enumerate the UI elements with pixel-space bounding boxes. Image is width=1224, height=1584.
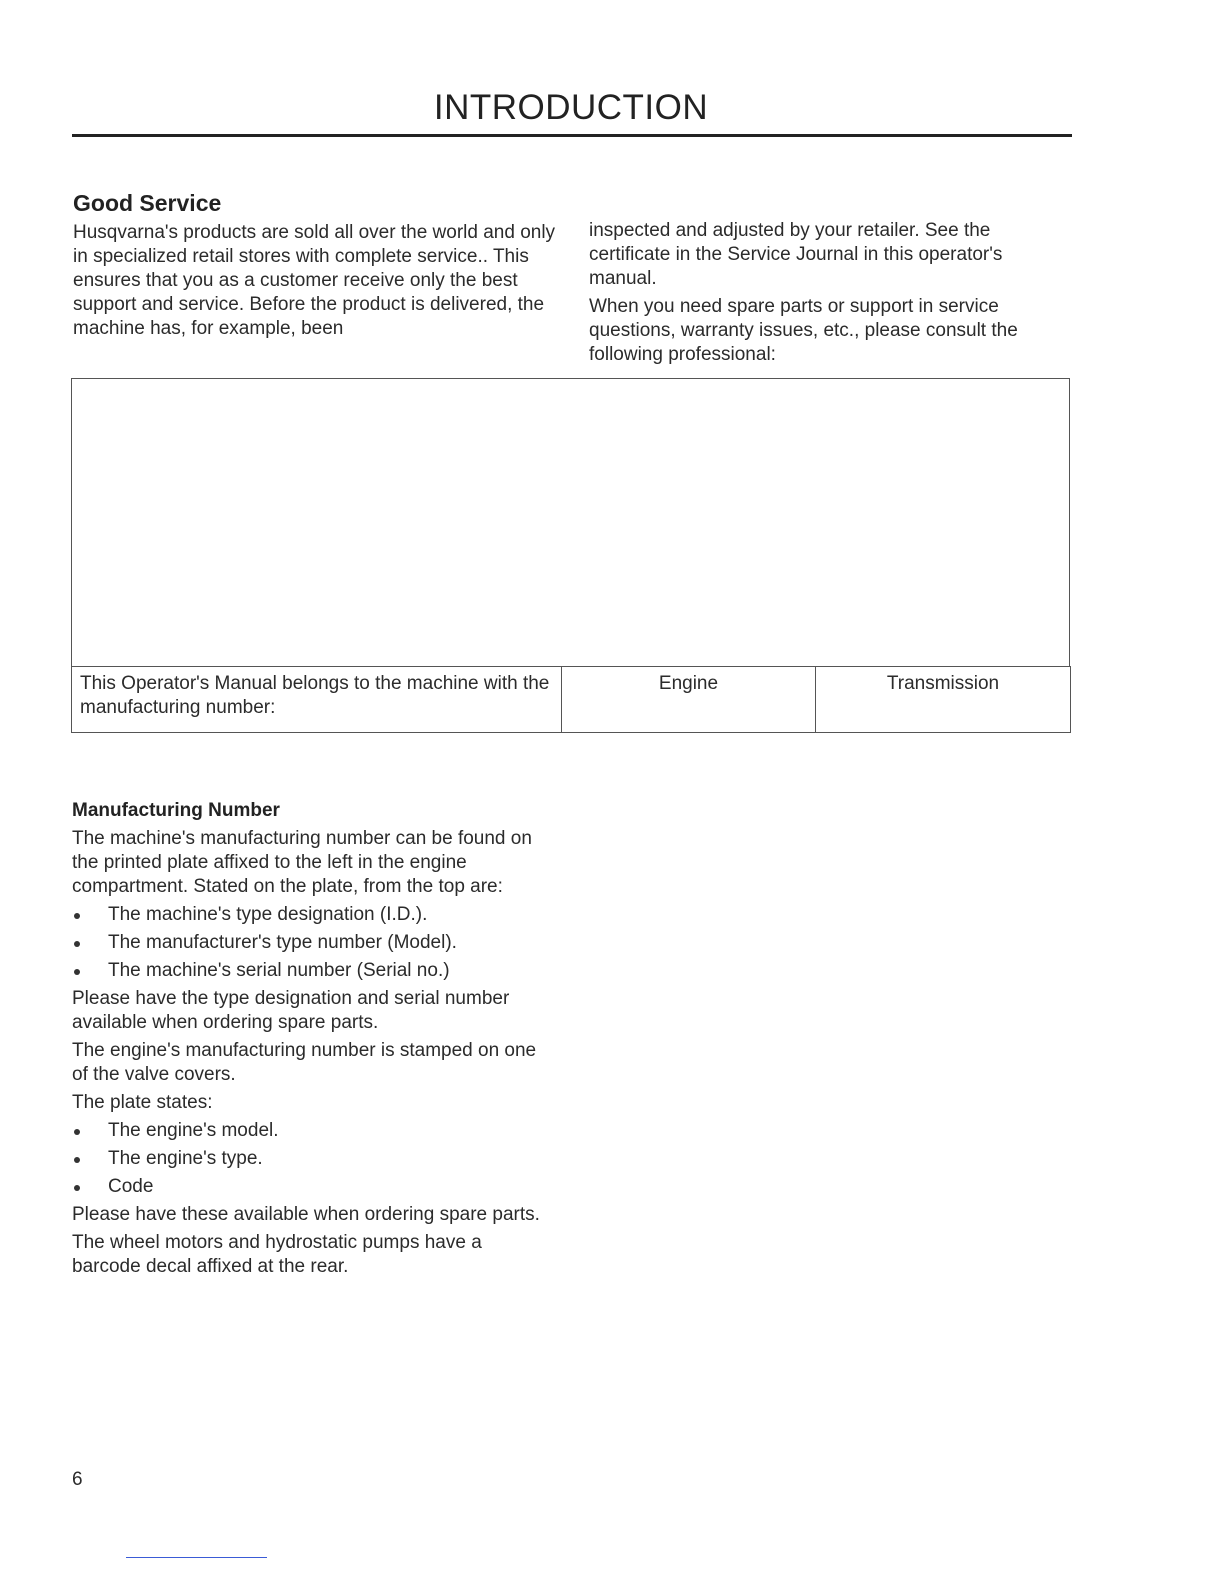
title-rule [72, 134, 1072, 137]
good-service-heading: Good Service [73, 190, 222, 216]
page-number: 6 [72, 1469, 83, 1490]
table-row [72, 667, 1071, 733]
manufacturing-number-cell: This Operator's Manual belongs to the machine with the manufacturing number: [72, 667, 562, 733]
list-item: The machine's serial number (Serial no.) [72, 959, 552, 983]
order-note-2: Please have these available when ordering spare parts. [72, 1204, 540, 1225]
good-service-left-column [73, 221, 558, 341]
machine-info-table [71, 666, 1071, 733]
bullet-icon [74, 941, 80, 947]
manufacturing-number-heading: Manufacturing Number [72, 800, 280, 821]
plate-states: The plate states: [72, 1092, 213, 1113]
bullet-icon [74, 1129, 80, 1135]
manufacturing-intro: The machine's manufacturing number can be found on the printed plate affixed to the left in the engine compartment. Stated on the plate, from the top are: [72, 828, 532, 897]
good-service-right-column [589, 219, 1059, 367]
order-note: Please have the type designation and serial number available when ordering spare parts. [72, 988, 510, 1033]
barcode-note: The wheel motors and hydrostatic pumps have a barcode decal affixed at the rear. [72, 1232, 482, 1277]
bullet-icon [74, 1157, 80, 1163]
footer-rule [126, 1557, 267, 1558]
good-service-text-left: Husqvarna's products are sold all over the world and only in specialized retail stores with complete service.. This ensures that you as a customer receive only the best support and service. Before the product is delivered, the machine has, for example, been [73, 222, 556, 339]
list-item: Code [72, 1175, 552, 1199]
dealer-info-box [71, 378, 1070, 666]
bullet-icon [74, 1185, 80, 1191]
list-item: The engine's type. [72, 1147, 552, 1171]
transmission-cell: Transmission [816, 667, 1071, 733]
good-service-text-right-2: When you need spare parts or support in service questions, warranty issues, etc., please consult the following professional: [589, 296, 1018, 365]
list-item: The machine's type designation (I.D.). [72, 903, 552, 927]
engine-note: The engine's manufacturing number is stamped on one of the valve covers. [72, 1040, 537, 1085]
engine-items-list [72, 1119, 552, 1199]
list-item: The manufacturer's type number (Model). [72, 931, 552, 955]
plate-items-list [72, 903, 552, 983]
manufacturing-number-section [72, 827, 552, 1283]
engine-cell: Engine [562, 667, 816, 733]
bullet-icon [74, 969, 80, 975]
page-title: INTRODUCTION [433, 88, 709, 127]
list-item: The engine's model. [72, 1119, 552, 1143]
bullet-icon [74, 913, 80, 919]
good-service-text-right-1: inspected and adjusted by your retailer. See the certificate in the Service Journal in this operator's manual. [589, 220, 1003, 289]
